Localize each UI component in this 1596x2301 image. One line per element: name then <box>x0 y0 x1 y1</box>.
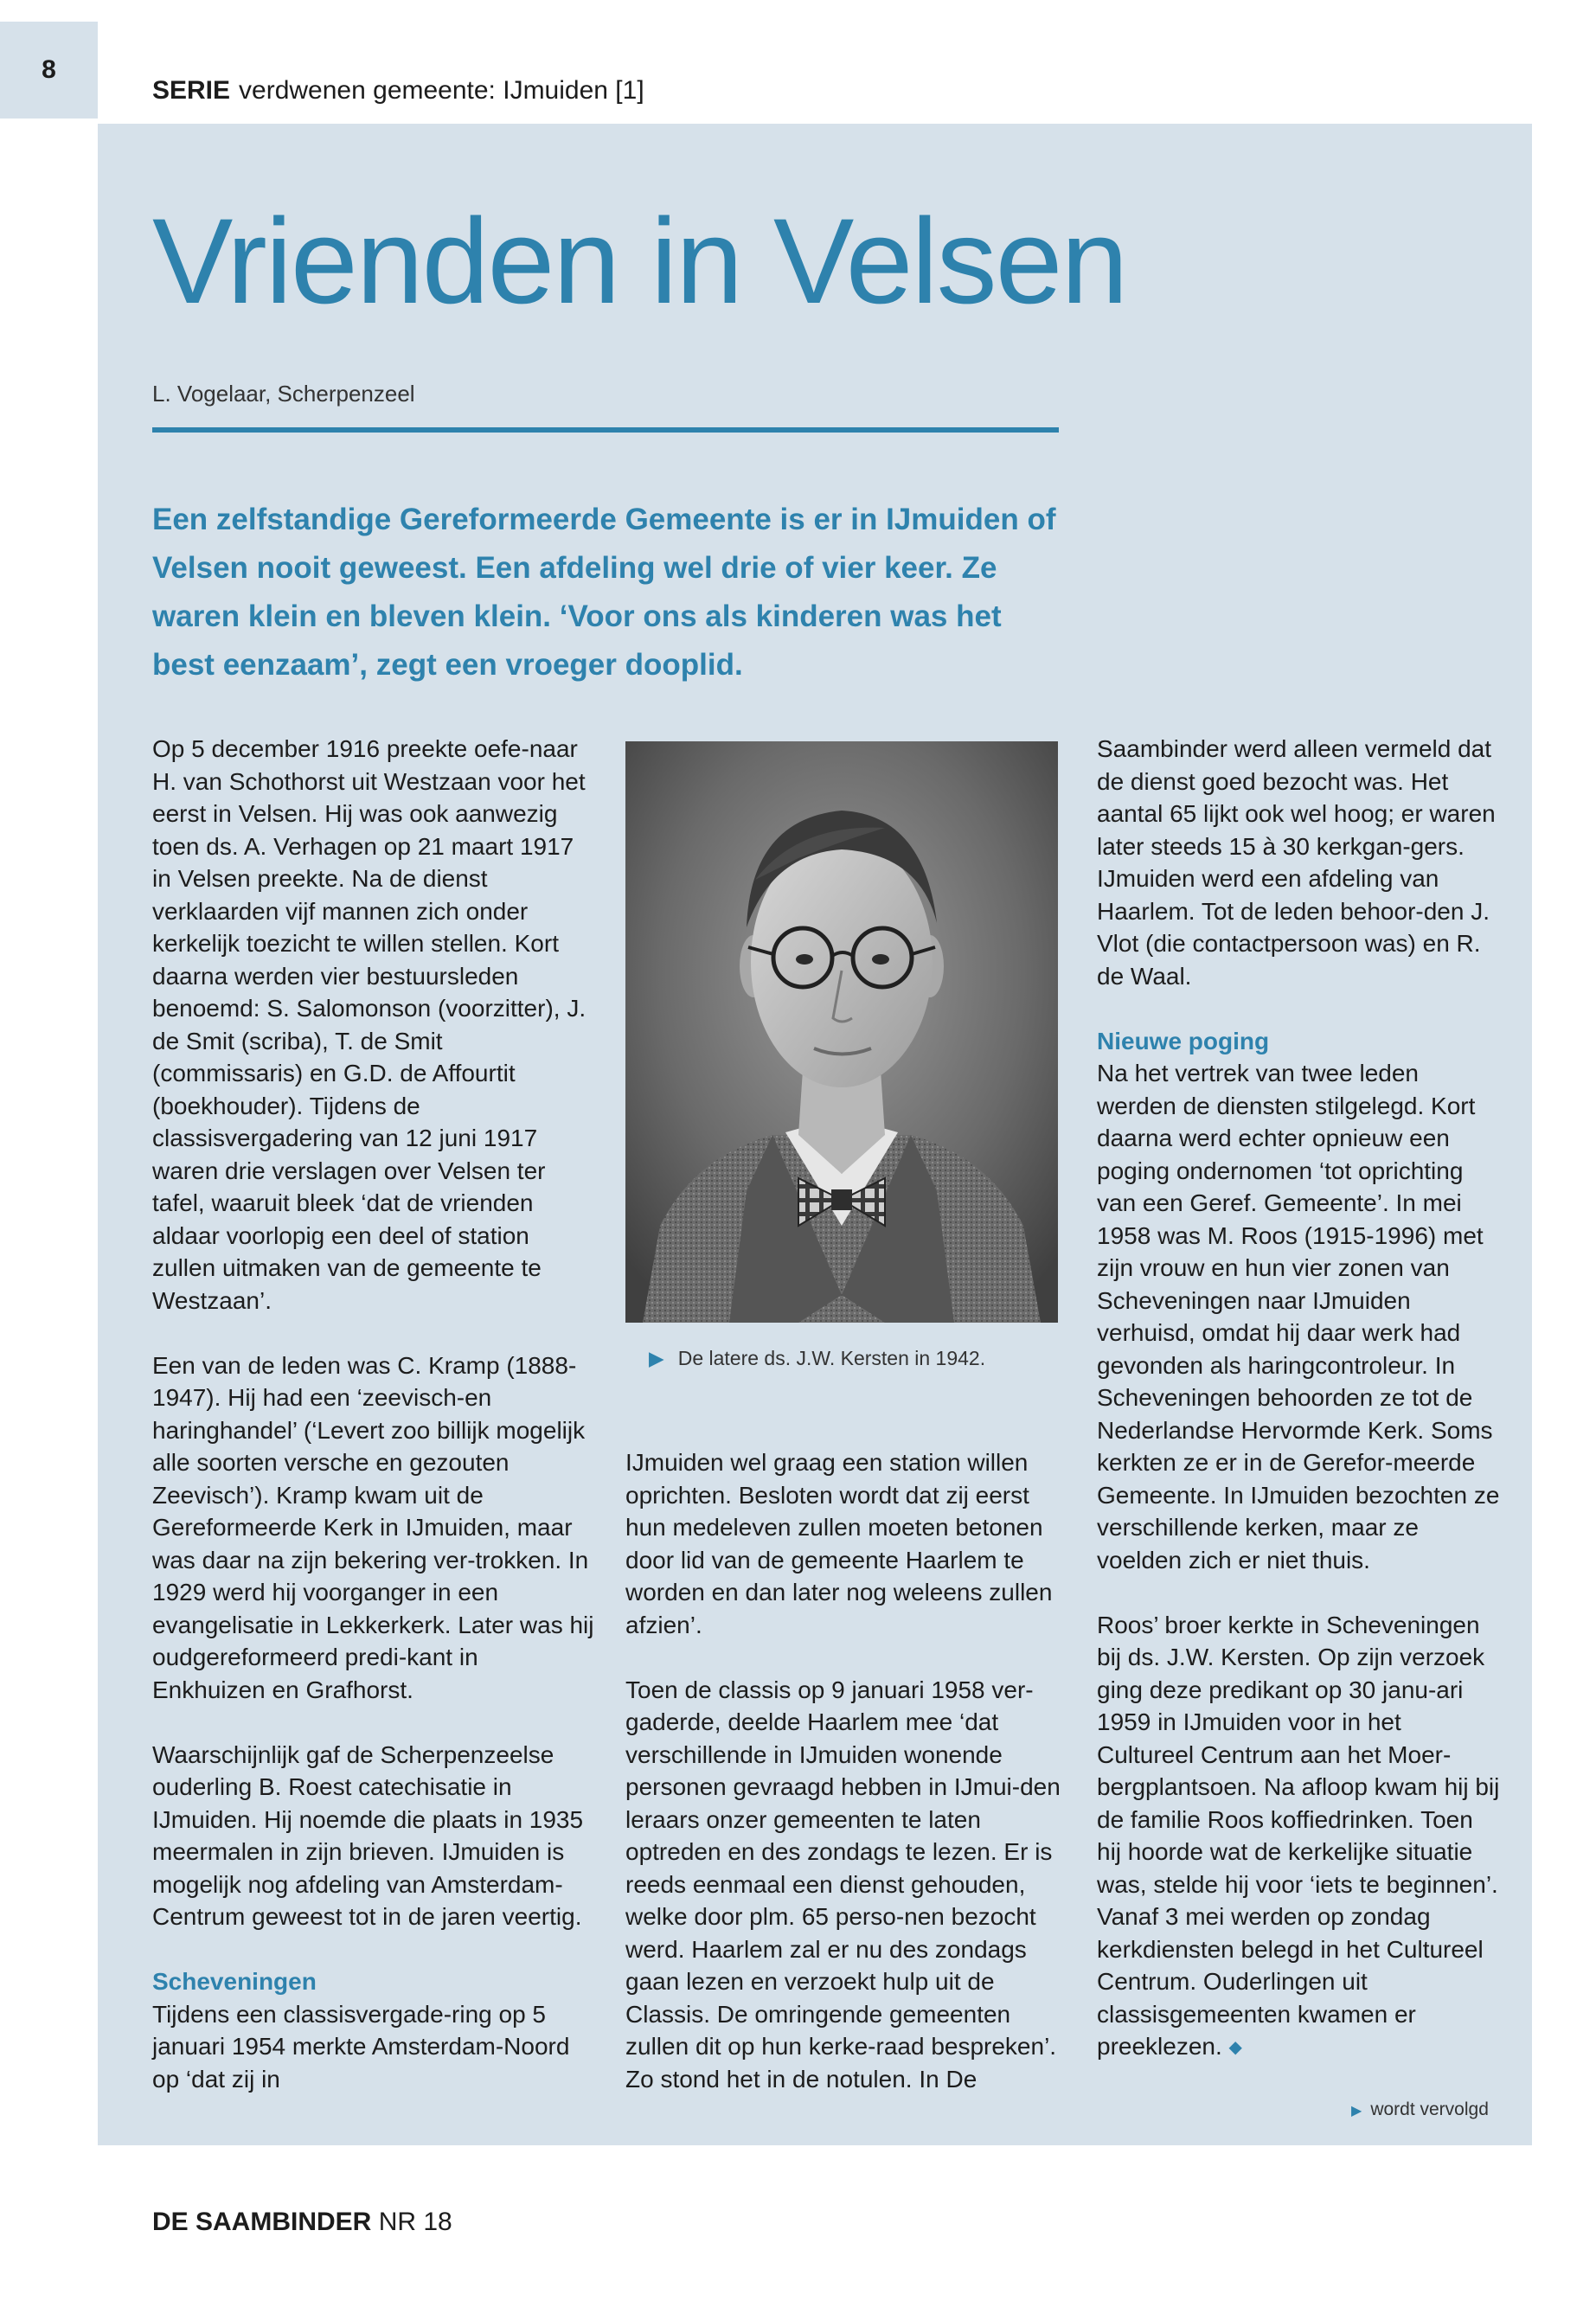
paragraph: Een van de leden was C. Kramp (1888-1947). Hij had een ‘zeevisch-en haringhandel’ (‘Levert zoo billijk mogelijk alle soorten versche en gezouten Zeevisch’). Kramp kwam uit de Gereformeerde Kerk in IJmuiden, maar was daar na zijn bekering ver-trokken. In 1929 werd hij voorganger in een evangelisatie in Lekkerkerk. Later was hij oudgereformeerd predi-kant in Enkhuizen en Grafhorst. <box>152 1351 594 1703</box>
subheading-nieuwe-poging: Nieuwe poging <box>1097 1027 1270 1054</box>
continued-note: ▶ wordt vervolgd <box>1351 2099 1489 2119</box>
issue-number: NR 18 <box>378 2208 452 2236</box>
article-author: L. Vogelaar, Scherpenzeel <box>152 381 415 407</box>
paragraph: Op 5 december 1916 preekte oefe-naar H. van Schothorst uit Westzaan voor het eerst in Velsen. Hij was ook aanwezig toen ds. A. Verhagen op 21 maart 1917 in Velsen preekte. Na de dienst verklaarden vijf mannen zich onder kerkelijk toezicht te willen stellen. Kort daarna werden vier bestuursleden benoemd: S. Salomonson (voorzitter), J. de Smit (scriba), T. de Smit (commissaris) en G.D. de Affourtit (boekhouder). Tijdens de classisvergadering van 12 juni 1917 waren drie verslagen over Velsen ter tafel, waaruit bleek ‘dat de vrienden aldaar voorlopig een deel of station zullen uitmaken van de gemeente te Westzaan’. <box>152 735 586 1314</box>
paragraph: Tijdens een classisvergade-ring op 5 januari 1954 merkte Amsterdam-Noord op ‘dat zij in <box>152 2000 570 2093</box>
paragraph-final: Roos’ broer kerkte in Scheveningen bij ds. J.W. Kersten. Op zijn verzoek ging deze predikant op 30 janu-ari 1959 in IJmuiden voor in het Cultureel Centrum aan het Moer-bergplantsoen. Na afloop kwam hij bij de familie Roos koffiedrinken. Toen hij hoorde wat de kerkelijke situatie was, stelde hij voor ‘iets te beginnen’. Vanaf 3 mei werden op zondag kerkdiensten belegd in het Cultureel Centrum. Ouderlingen uit classisgemeenten kwamen er preeklezen. ◆ <box>1097 1611 1500 2060</box>
paragraph: IJmuiden wel graag een station willen oprichten. Besloten wordt dat zij eerst hun medeleven zullen moeten betonen door lid van de gemeente Haarlem te worden en dan later nog weleens zullen afzien’. <box>625 1449 1053 1638</box>
end-diamond-icon: ◆ <box>1228 2038 1242 2057</box>
article-intro: Een zelfstandige Gereformeerde Gemeente is er in IJmuiden of Velsen nooit geweest. Een afdeling wel drie of vier keer. Ze waren klein en bleven klein. ‘Voor ons als kinderen was het best eenzaam’, zegt een vroeger dooplid. <box>152 503 1056 682</box>
article-title: Vrienden in Velsen <box>152 193 1127 329</box>
paragraph: Saambinder werd alleen vermeld dat de dienst goed bezocht was. Het aantal 65 lijkt ook wel hoog; er waren later steeds 15 à 30 kerkgan-gers. IJmuiden werd een afdeling van Haarlem. Tot de leden behoor-den J. Vlot (die contactpersoon was) en R. de Waal. <box>1097 735 1496 990</box>
subheading-scheveningen: Scheveningen <box>152 1968 317 1995</box>
paragraph: Waarschijnlijk gaf de Scherpenzeelse ouderling B. Roest catechisatie in IJmuiden. Hij noemde die plaats in 1935 meermalen in zijn brieven. IJmuiden is mogelijk nog afdeling van Amsterdam-Centrum geweest tot in de jaren veertig. <box>152 1740 584 1930</box>
paragraph: Na het vertrek van twee leden werden de diensten stilgelegd. Kort daarna werd echter opnieuw een poging ondernomen ‘tot oprichting van een Geref. Gemeente’. In mei 1958 was M. Roos (1915-1996) met zijn vrouw en hun vier zonen van Scheveningen naar IJmuiden verhuisd, omdat hij daar werk had gevonden als haringcontroleur. In Scheveningen behoorden ze tot de Nederlandse Hervormde Kerk. Soms kerkten ze er in de Gerefor-meerde Gemeente. In IJmuiden bezochten ze verschillende kerken, maar ze voelden zich er niet thuis. <box>1097 1060 1500 1574</box>
page-number: 8 <box>0 22 98 119</box>
caption-triangle-icon: ▶ <box>649 1347 664 1369</box>
photo-caption: ▶ De latere ds. J.W. Kersten in 1942. <box>649 1347 986 1369</box>
column-1 <box>152 733 598 2095</box>
continued-triangle-icon: ▶ <box>1351 2104 1362 2118</box>
running-head <box>152 76 644 106</box>
photo-figure <box>625 741 1058 1369</box>
paragraph: Toen de classis op 9 januari 1958 ver-gaderde, deelde Haarlem mee ‘dat verschillende in IJmuiden wonende personen gevraagd hebben in IJmui-den leraars onzer gemeenten te laten optreden en des zondags te lezen. Er is reeds eenmaal een dienst gehouden, welke door plm. 65 perso-nen bezocht werd. Haarlem zal er nu des zondags gaan lezen en verzoekt hulp uit de Classis. De omringende gemeenten zullen dit op hun kerke-raad bespreken’. Zo stond het in de notulen. In De <box>625 1676 1061 2093</box>
portrait-photo <box>625 741 1058 1323</box>
series-title: verdwenen gemeente: IJmuiden [1] <box>239 76 644 105</box>
title-rule <box>152 427 1059 433</box>
magazine-footer <box>152 2208 452 2237</box>
magazine-name: DE SAAMBINDER <box>152 2208 372 2236</box>
column-3 <box>1097 733 1503 2065</box>
series-label: SERIE <box>152 76 231 105</box>
column-2 <box>625 1446 1067 2095</box>
